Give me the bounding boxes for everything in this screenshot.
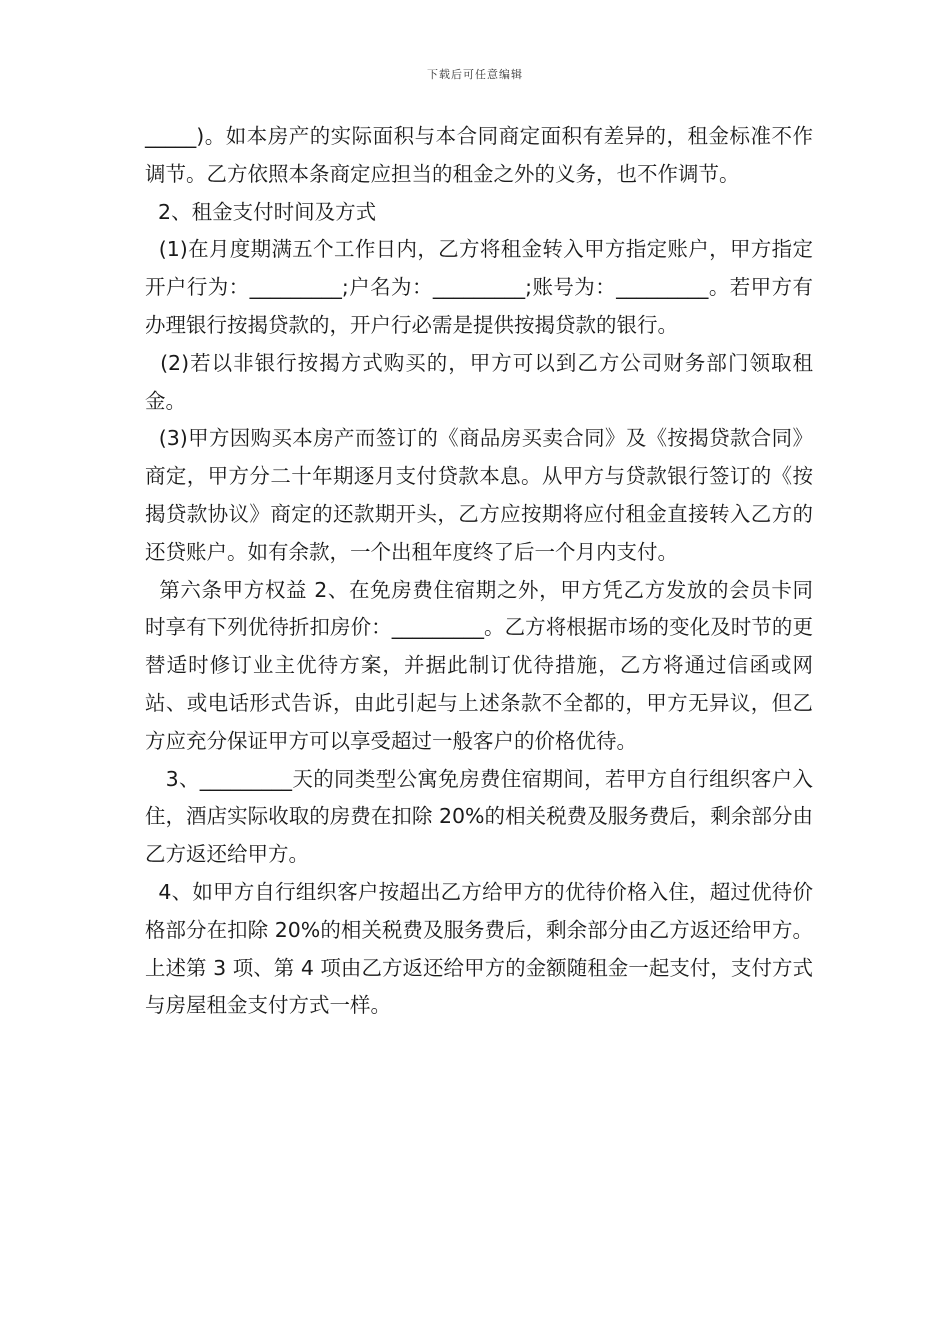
- paragraph-rent-area-note: _____)。如本房产的实际面积与本合同商定面积有差异的，租金标准不作调节。乙方依照本条商定应担当的租金之外的义务，也不作调节。: [145, 124, 813, 186]
- paragraph-article-six: 第六条甲方权益 2、在免房费住宿期之外，甲方凭乙方发放的会员卡同时享有下列优待折扣房价：_________。乙方将根据市场的变化及时节的更替适时修订业主优待方案，并据此制订优待措施，乙方将通过信函或网站、或电话形式告诉，由此引起与上述条款不全都的，甲方无异议，但乙方应充分保证甲方可以享受超过一般客户的价格优待。: [145, 577, 813, 753]
- paragraph-payment-account: (1)在月度期满五个工作日内，乙方将租金转入甲方指定账户，甲方指定开户行为：_________;户名为：_________;账号为：_________。若甲方有办理银行按揭贷款的，开户行必需是提供按揭贷款的银行。: [145, 237, 813, 337]
- paragraph-mortgage-contract: (3)甲方因购买本房产而签订的《商品房买卖合同》及《按揭贷款合同》商定，甲方分二十年期逐月支付贷款本息。从甲方与贷款银行签订的《按揭贷款协议》商定的还款期开头，乙方应按期将应付租金直接转入乙方的还贷账户。如有余款，一个出租年度终了后一个月内支付。: [145, 426, 813, 564]
- paragraph-rent-payment-heading: 2、租金支付时间及方式: [145, 199, 377, 224]
- paragraph-item-four: 4、如甲方自行组织客户按超出乙方给甲方的优待价格入住，超过优待价格部分在扣除 20%的相关税费及服务费后，剩余部分由乙方返还给甲方。上述第 3 项、第 4 项由乙方返还给甲方的金额随租金一起支付，支付方式与房屋租金支付方式一样。: [145, 879, 813, 1018]
- paragraph-item-three: 3、_________天的同类型公寓免房费住宿期间，若甲方自行组织客户入住，酒店实际收取的房费在扣除 20%的相关税费及服务费后，剩余部分由乙方返还给甲方。: [145, 766, 813, 867]
- paragraph-non-bank-payment: (2)若以非银行按揭方式购买的，甲方可以到乙方公司财务部门领取租金。: [145, 350, 813, 413]
- page-header: 下载后可任意编辑: [427, 68, 523, 81]
- document-body: [145, 118, 813, 1025]
